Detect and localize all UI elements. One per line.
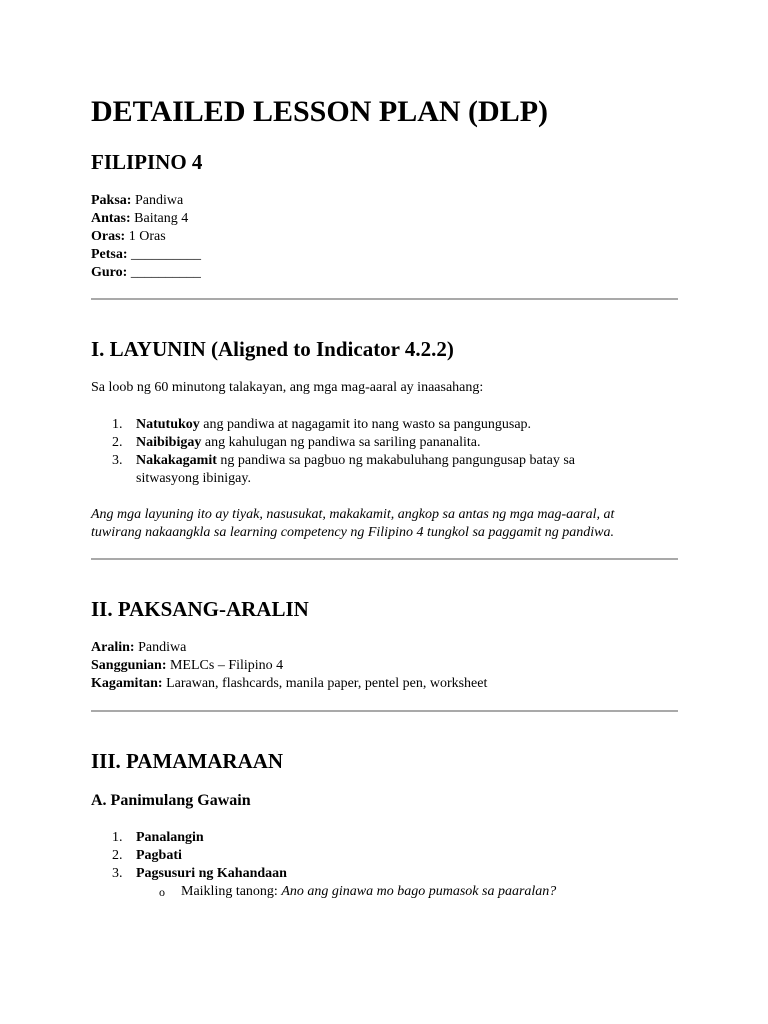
meta-antas: Antas: Baitang 4 — [91, 211, 189, 226]
panimulang-gawain-heading: A. Panimulang Gawain — [91, 792, 251, 809]
divider — [91, 298, 678, 300]
layunin-list — [91, 416, 679, 488]
list-item: 2. Naibibigay ang kahulugan ng pandiwa sa sariling pananalita. — [112, 435, 481, 450]
layunin-note: Ang mga layuning ito ay tiyak, nasusukat, makakamit, angkop sa antas ng mga mag-aaral, at tuwirang nakaangkla sa learning competency ng Filipino 4 tungkol sa paggamit ng pandiwa. — [91, 507, 615, 540]
list-item: 3. Pagsusuri ng Kahandaan — [112, 866, 287, 881]
sanggunian-row: Sanggunian: MELCs – Filipino 4 — [91, 658, 284, 673]
layunin-intro: Sa loob ng 60 minutong talakayan, ang mga mag-aaral ay inaasahang: — [91, 380, 484, 395]
document-title: DETAILED LESSON PLAN (DLP) — [91, 95, 549, 128]
meta-petsa: Petsa: __________ — [91, 247, 202, 262]
panimulang-gawain-list — [91, 829, 679, 901]
meta-guro: Guro: __________ — [91, 265, 201, 280]
bullet-icon: o — [159, 885, 165, 899]
section-paksang-aralin-heading: II. PAKSANG-ARALIN — [91, 597, 309, 621]
list-item: 1. Natutukoy ang pandiwa at nagagamit ito nang wasto sa pangungusap. — [112, 417, 532, 432]
divider — [91, 710, 678, 712]
meta-oras: Oras: 1 Oras — [91, 229, 166, 244]
subject-heading: FILIPINO 4 — [91, 150, 203, 174]
list-item: 1. Panalangin — [112, 830, 204, 845]
section-layunin-heading: I. LAYUNIN (Aligned to Indicator 4.2.2) — [91, 337, 454, 361]
sub-list-item: o Maikling tanong: Ano ang ginawa mo bago pumasok sa paaralan? — [159, 884, 557, 899]
list-item: 3. Nakakagamit ng pandiwa sa pagbuo ng makabuluhang pangungusap batay sa sitwasyong ibinigay. — [112, 453, 575, 486]
section-pamamaraan-heading: III. PAMAMARAAN — [91, 749, 284, 773]
aralin-row: Aralin: Pandiwa — [91, 640, 187, 655]
kagamitan-row: Kagamitan: Larawan, flashcards, manila paper, pentel pen, worksheet — [91, 676, 488, 691]
list-item: 2. Pagbati — [112, 848, 182, 863]
divider — [91, 558, 678, 560]
meta-paksa: Paksa: Pandiwa — [91, 193, 184, 208]
